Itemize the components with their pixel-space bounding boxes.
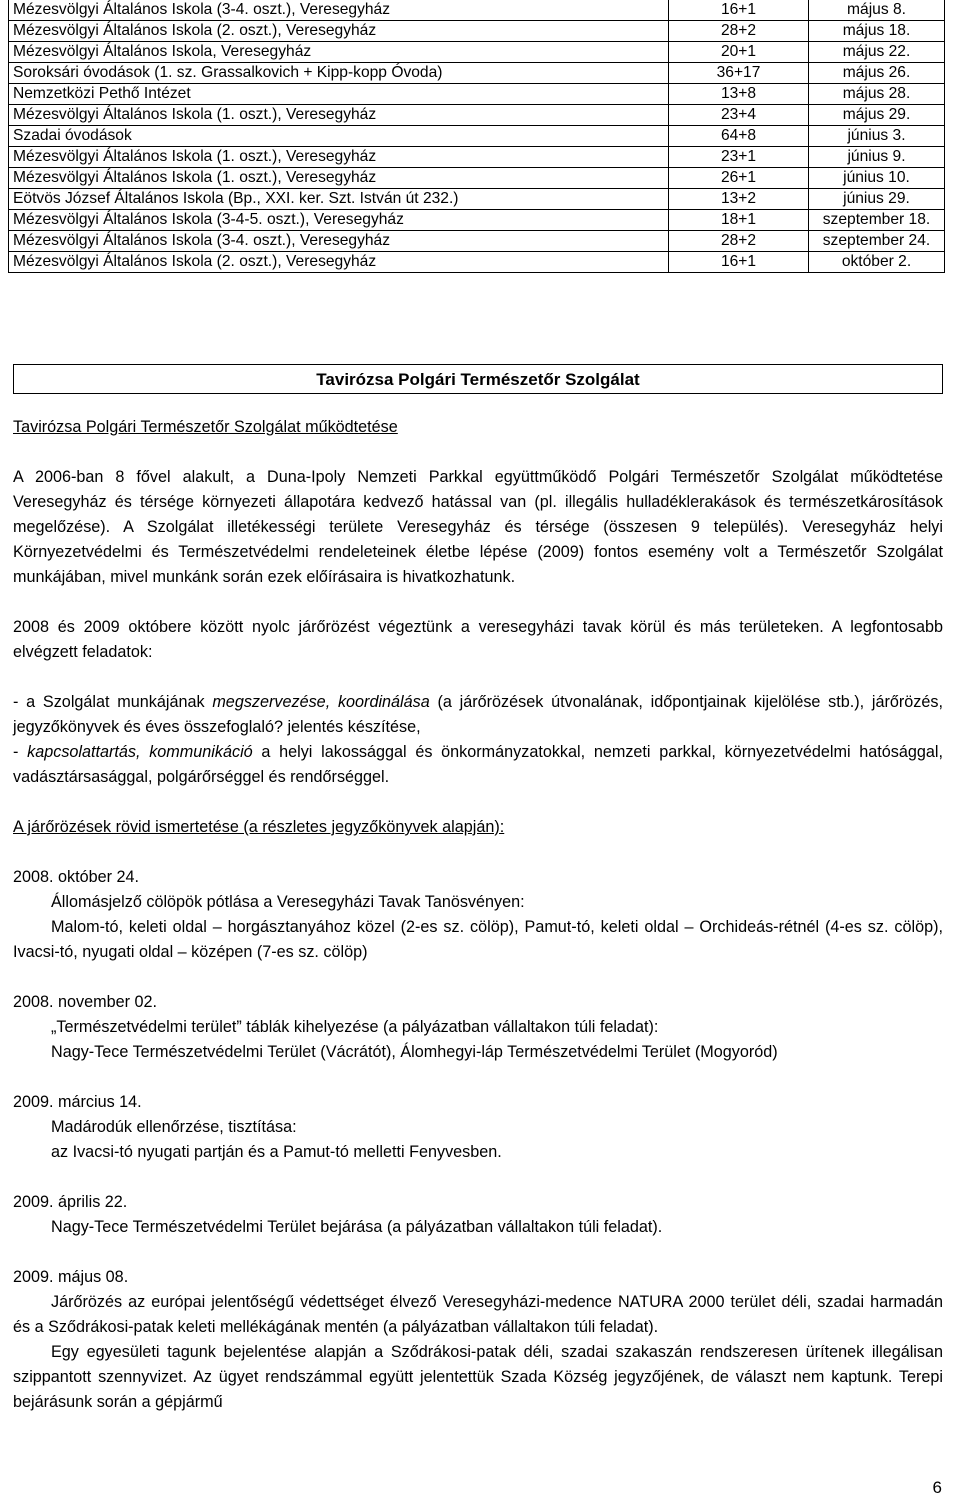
visit-count-cell: 28+2 xyxy=(669,231,809,252)
visit-group-cell: Mézesvölgyi Általános Iskola (2. oszt.), Veresegyház xyxy=(9,252,669,273)
visit-date-cell: június 10. xyxy=(809,168,945,189)
patrol-entry xyxy=(13,990,943,1065)
page-number: 6 xyxy=(932,1478,942,1497)
table-row xyxy=(9,105,945,126)
table-row xyxy=(9,42,945,63)
visit-group-cell: Mézesvölgyi Általános Iskola (3-4-5. oszt.), Veresegyház xyxy=(9,210,669,231)
entry-date: 2008. október 24. xyxy=(13,868,139,886)
entry-title: Madárodúk ellenőrzése, tisztítása: xyxy=(51,1118,297,1136)
visit-count-cell: 64+8 xyxy=(669,126,809,147)
table-row xyxy=(9,210,945,231)
section-title: Tavirózsa Polgári Természetőr Szolgálat xyxy=(13,364,943,394)
patrol-entry xyxy=(13,1090,943,1165)
visit-count-cell: 36+17 xyxy=(669,63,809,84)
patrol-entry xyxy=(13,865,943,965)
table-row xyxy=(9,252,945,273)
visit-count-cell: 18+1 xyxy=(669,210,809,231)
entry-date: 2009. április 22. xyxy=(13,1193,128,1211)
visit-date-cell: május 29. xyxy=(809,105,945,126)
table-row xyxy=(9,147,945,168)
entry-body: az Ivacsi-tó nyugati partján és a Pamut-tó melletti Fenyvesben. xyxy=(51,1143,502,1161)
table-row xyxy=(9,126,945,147)
entry-title: Járőrözés az európai jelentőségű védettséget élvező Veresegyházi-medence NATURA 2000 terület déli, szadai harmadán és a Sződrákosi-patak keleti mellékágának mentén (a pályázatban vállaltakon túli feladat). xyxy=(13,1293,943,1336)
visit-count-cell: 23+4 xyxy=(669,105,809,126)
visit-count-cell: 16+1 xyxy=(669,0,809,21)
table-row xyxy=(9,189,945,210)
intro-paragraph: A 2006-ban 8 fővel alakult, a Duna-Ipoly Nemzeti Parkkal együttműködő Polgári Természetőr Szolgálat működtetése Veresegyház és térsége környezeti állapotára kedvező hatással van (pl. illegális hulladéklerakások és természetkárosítások megelőzése). A Szolgálat illetékességi területe Veresegyház és térsége (összesen 9 település). Veresegyház helyi Környezetvédelmi és Természetvédelmi rendeleteinek életbe lépése (2009) fontos esemény volt a Természetőr Szolgálat munkájában, mivel munkánk során ezek előírásaira is hivatkozhatunk. xyxy=(13,468,943,586)
visit-group-cell: Nemzetközi Pethő Intézet xyxy=(9,84,669,105)
visit-group-cell: Mézesvölgyi Általános Iskola (2. oszt.), Veresegyház xyxy=(9,21,669,42)
patrol-entry xyxy=(13,1265,943,1415)
table-row xyxy=(9,231,945,252)
visit-date-cell: október 2. xyxy=(809,252,945,273)
visit-date-cell: május 18. xyxy=(809,21,945,42)
visit-count-cell: 20+1 xyxy=(669,42,809,63)
visits-table xyxy=(8,0,945,273)
entry-body: Egy egyesületi tagunk bejelentése alapján a Sződrákosi-patak déli, szadai szakaszán rendszeresen ürítenek illegálisan szippantott szennyvizet. Az ügyet rendszámmal együtt jelentettük Szada Község jegyzőjének, de választ nem kaptunk. Terepi bejárásunk során a gépjármű xyxy=(13,1343,943,1411)
visit-date-cell: szeptember 24. xyxy=(809,231,945,252)
visit-date-cell: június 29. xyxy=(809,189,945,210)
visit-group-cell: Szadai óvodások xyxy=(9,126,669,147)
visit-group-cell: Mézesvölgyi Általános Iskola (3-4. oszt.), Veresegyház xyxy=(9,0,669,21)
table-row xyxy=(9,0,945,21)
visit-count-cell: 26+1 xyxy=(669,168,809,189)
visit-date-cell: május 26. xyxy=(809,63,945,84)
visit-count-cell: 13+8 xyxy=(669,84,809,105)
task-item-2: - kapcsolattartás, kommunikáció a helyi lakossággal és önkormányzatokkal, nemzeti parkkal, környezetvédelmi hatósággal, vadásztársasággal, polgárőrséggel és rendőrséggel. xyxy=(13,743,944,786)
table-row xyxy=(9,84,945,105)
visit-group-cell: Mézesvölgyi Általános Iskola (1. oszt.), Veresegyház xyxy=(9,147,669,168)
entry-title: Nagy-Tece Természetvédelmi Terület bejárása (a pályázatban vállaltakon túli feladat). xyxy=(51,1218,663,1236)
visit-group-cell: Mézesvölgyi Általános Iskola (1. oszt.), Veresegyház xyxy=(9,105,669,126)
visit-date-cell: június 9. xyxy=(809,147,945,168)
section-body xyxy=(13,415,943,1415)
visit-group-cell: Soroksári óvodások (1. sz. Grassalkovich + Kipp-kopp Óvoda) xyxy=(9,63,669,84)
patrol-heading: A járőrözések rövid ismertetése (a részletes jegyzőkönyvek alapján): xyxy=(13,818,505,836)
entry-date: 2008. november 02. xyxy=(13,993,157,1011)
table-row xyxy=(9,63,945,84)
visit-count-cell: 28+2 xyxy=(669,21,809,42)
section-subtitle: Tavirózsa Polgári Természetőr Szolgálat működtetése xyxy=(13,418,398,436)
table-row xyxy=(9,168,945,189)
entry-title: „Természetvédelmi terület” táblák kihelyezése (a pályázatban vállaltakon túli feladat): xyxy=(51,1018,659,1036)
entry-body: Malom-tó, keleti oldal – horgásztanyához közel (2-es sz. cölöp), Pamut-tó, keleti oldal – Orchideás-rétnél (4-es sz. cölöp), Ivacsi-tó, nyugati oldal – középen (7-es sz. cölöp) xyxy=(13,918,943,961)
task-item-1: - a Szolgálat munkájának megszervezése, koordinálása (a járőrözések útvonalának, időpontjainak kijelölése stb.), járőrözés, jegyzőkönyvek és éves összefoglaló? jelentés készítése, xyxy=(13,693,943,736)
entry-date: 2009. május 08. xyxy=(13,1268,129,1286)
entry-body: Nagy-Tece Természetvédelmi Terület (Vácrátót), Álomhegyi-láp Természetvédelmi Terület (Mogyoród) xyxy=(51,1043,778,1061)
visit-date-cell: szeptember 18. xyxy=(809,210,945,231)
visit-date-cell: május 8. xyxy=(809,0,945,21)
tasks-intro-paragraph: 2008 és 2009 októbere között nyolc járőrözést végeztünk a veresegyházi tavak körül és más területeken. A legfontosabb elvégzett feladatok: xyxy=(13,618,943,661)
visit-group-cell: Eötvös József Általános Iskola (Bp., XXI. ker. Szt. István út 232.) xyxy=(9,189,669,210)
visit-group-cell: Mézesvölgyi Általános Iskola, Veresegyház xyxy=(9,42,669,63)
entry-title: Állomásjelző cölöpök pótlása a Veresegyházi Tavak Tanösvényen: xyxy=(51,893,525,911)
visit-count-cell: 23+1 xyxy=(669,147,809,168)
visit-count-cell: 13+2 xyxy=(669,189,809,210)
table-row xyxy=(9,21,945,42)
visit-group-cell: Mézesvölgyi Általános Iskola (1. oszt.), Veresegyház xyxy=(9,168,669,189)
visit-date-cell: május 22. xyxy=(809,42,945,63)
entry-date: 2009. március 14. xyxy=(13,1093,142,1111)
visit-date-cell: május 28. xyxy=(809,84,945,105)
visit-group-cell: Mézesvölgyi Általános Iskola (3-4. oszt.), Veresegyház xyxy=(9,231,669,252)
visit-date-cell: június 3. xyxy=(809,126,945,147)
visit-count-cell: 16+1 xyxy=(669,252,809,273)
patrol-entry xyxy=(13,1190,943,1240)
